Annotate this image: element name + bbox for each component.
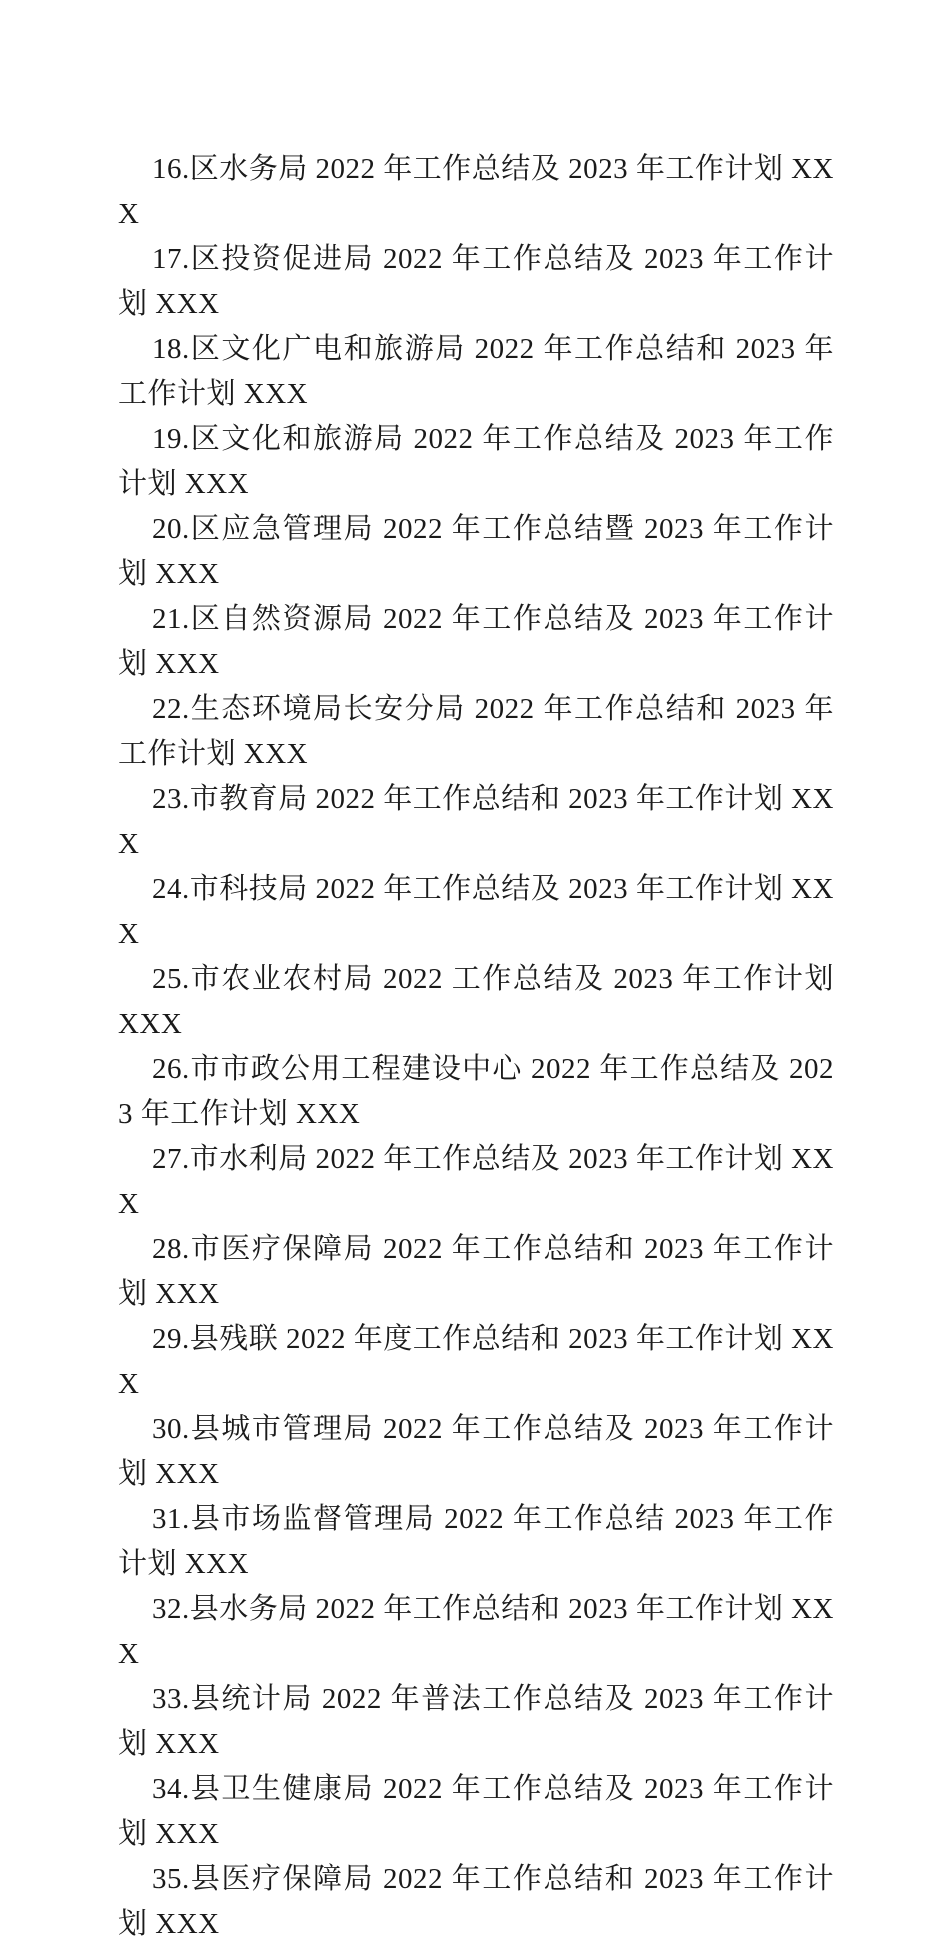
list-item: 34.县卫生健康局 2022 年工作总结及 2023 年工作计划 XXX — [118, 1773, 834, 1850]
list-item: 27.市水利局 2022 年工作总结及 2023 年工作计划 XXX — [118, 1143, 834, 1220]
list-item: 26.市市政公用工程建设中心 2022 年工作总结及 2023 年工作计划 XXX — [118, 1053, 834, 1130]
list-item: 31.县市场监督管理局 2022 年工作总结 2023 年工作计划 XXX — [118, 1503, 834, 1580]
list-item: 35.县医疗保障局 2022 年工作总结和 2023 年工作计划 XXX — [118, 1863, 834, 1940]
list-item: 25.市农业农村局 2022 工作总结及 2023 年工作计划 XXX — [118, 963, 834, 1040]
list-item: 23.市教育局 2022 年工作总结和 2023 年工作计划 XXX — [118, 783, 834, 860]
list-item: 28.市医疗保障局 2022 年工作总结和 2023 年工作计划 XXX — [118, 1233, 834, 1310]
list-item: 24.市科技局 2022 年工作总结及 2023 年工作计划 XXX — [118, 873, 834, 950]
list-item: 19.区文化和旅游局 2022 年工作总结及 2023 年工作计划 XXX — [118, 423, 834, 500]
list-item: 22.生态环境局长安分局 2022 年工作总结和 2023 年工作计划 XXX — [118, 693, 834, 770]
list-item: 17.区投资促进局 2022 年工作总结及 2023 年工作计划 XXX — [118, 243, 834, 320]
document-body — [118, 147, 834, 1947]
list-item: 32.县水务局 2022 年工作总结和 2023 年工作计划 XXX — [118, 1593, 834, 1670]
list-item: 21.区自然资源局 2022 年工作总结及 2023 年工作计划 XXX — [118, 603, 834, 680]
list-item: 20.区应急管理局 2022 年工作总结暨 2023 年工作计划 XXX — [118, 513, 834, 590]
list-item: 18.区文化广电和旅游局 2022 年工作总结和 2023 年工作计划 XXX — [118, 333, 834, 410]
list-item: 29.县残联 2022 年度工作总结和 2023 年工作计划 XXX — [118, 1323, 834, 1400]
list-item: 30.县城市管理局 2022 年工作总结及 2023 年工作计划 XXX — [118, 1413, 834, 1490]
list-item: 16.区水务局 2022 年工作总结及 2023 年工作计划 XXX — [118, 153, 834, 230]
list-item: 33.县统计局 2022 年普法工作总结及 2023 年工作计划 XXX — [118, 1683, 834, 1760]
